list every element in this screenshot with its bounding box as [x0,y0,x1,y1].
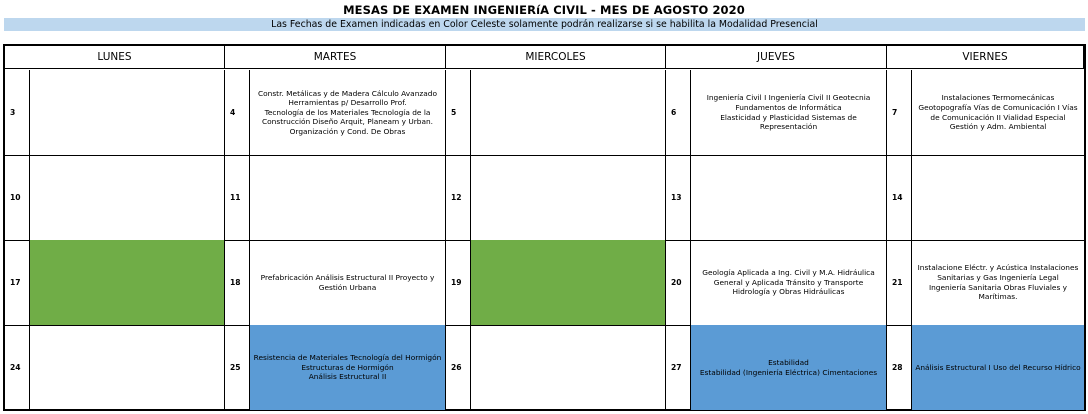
day-cell [5,155,225,240]
day-number: 17 [5,240,30,325]
day-cell [887,325,1084,410]
day-number: 6 [666,70,691,155]
day-number: 25 [225,325,250,410]
day-cell [225,155,446,240]
day-number: 13 [666,155,691,240]
day-number: 5 [446,70,471,155]
day-cell [666,155,887,240]
day-number: 19 [446,240,471,325]
day-cell [446,325,666,410]
day-cell [225,240,446,325]
day-cell [887,70,1084,155]
exam-subjects: Instalaciones Termomecánicas Geotopografía Vías de Comunicación I Vías de Comunicación II Vialidad Especial Gestión y Adm. Ambiental [918,93,1078,132]
exam-subjects [30,325,224,410]
day-header-miercoles: MIERCOLES [446,46,666,68]
divider [5,68,1084,69]
day-number: 4 [225,70,250,155]
day-number: 11 [225,155,250,240]
exam-subjects [912,155,1084,240]
day-cell [5,325,225,410]
exam-subjects [30,70,224,155]
exam-subjects: Prefabricación Análisis Estructural II Proyecto y Gestión Urbana [260,272,435,292]
day-number: 26 [446,325,471,410]
day-number: 27 [666,325,691,410]
exam-subjects: Análisis Estructural I Uso del Recurso Hídrico [912,325,1084,410]
day-cell [5,70,225,155]
exam-subjects [30,155,224,240]
day-number: 7 [887,70,912,155]
day-cell [446,155,666,240]
page-title: MESAS DE EXAMEN INGENIERíA CIVIL - MES DE AGOSTO 2020 [343,3,745,17]
day-number: 20 [666,240,691,325]
day-cell [225,70,446,155]
exam-subjects [250,155,445,240]
exam-subjects: Constr. Metálicas y de Madera Cálculo Avanzado Herramientas p/ Desarrollo Prof. Tecnología de los Materiales Tecnología de la Construcción Diseño Arquit, Planeam y Urban. Organización y Cond. De Obras [257,88,438,136]
subtitle-note: Las Fechas de Examen indicadas en Color Celeste solamente podrán realizarse si se habilita la Modalidad Presencial [4,18,1085,31]
exam-subjects: Instalacione Eléctr. y Acústica Instalaciones Sanitarias y Gas Ingeniería Legal Ingeniería Sanitaria Obras Fluviales y Marítimas. [917,263,1079,302]
exam-subjects [471,70,665,155]
day-number: 24 [5,325,30,410]
day-cell [666,240,887,325]
day-number: 18 [225,240,250,325]
exam-subjects [471,240,665,325]
day-number: 28 [887,325,912,410]
day-cell [225,325,446,410]
exam-subjects: Estabilidad Estabilidad (Ingeniería Eléctrica) Cimentaciones [691,325,886,410]
exam-subjects: Ingeniería Civil I Ingeniería Civil II Geotecnia Fundamentos de Informática Elasticidad y Plasticidad Sistemas de Representación [706,93,871,132]
day-number: 3 [5,70,30,155]
day-header-martes: MARTES [225,46,446,68]
day-number: 14 [887,155,912,240]
day-number: 10 [5,155,30,240]
day-header-lunes: LUNES [5,46,225,68]
exam-subjects [471,155,665,240]
day-header-jueves: JUEVES [666,46,887,68]
day-cell [887,155,1084,240]
exam-calendar-grid [3,44,1086,411]
exam-subjects [30,240,224,325]
exam-subjects: Geología Aplicada a Ing. Civil y M.A. Hidráulica General y Aplicada Tránsito y Transporte Hidrología y Obras Hidráulicas [702,268,875,297]
day-header-viernes: VIERNES [887,46,1084,68]
exam-subjects [691,155,886,240]
day-number: 21 [887,240,912,325]
day-cell [446,70,666,155]
day-cell [666,325,887,410]
exam-subjects [471,325,665,410]
day-cell [446,240,666,325]
day-cell [887,240,1084,325]
day-cell [666,70,887,155]
exam-subjects: Resistencia de Materiales Tecnología del Hormigón Estructuras de Hormigón Análisis Estructural II [250,325,445,410]
day-number: 12 [446,155,471,240]
day-cell [5,240,225,325]
